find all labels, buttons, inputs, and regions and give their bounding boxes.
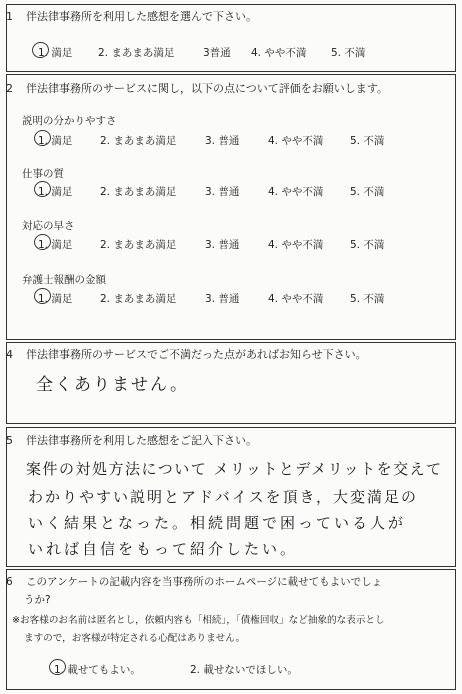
- option-2[interactable]: 2. まあまあ満足: [100, 293, 177, 305]
- question-1-options: [38, 45, 365, 60]
- question-4-handwritten-answer: 全くありません。: [36, 375, 190, 395]
- item-label-clarity: 説明の分かりやすさ: [22, 115, 117, 127]
- option-4[interactable]: 4. やや不満: [268, 293, 324, 305]
- question-5-answer-line-1: 案件の対処方法について メリットとデメリットを交えて: [26, 460, 443, 478]
- question-6-options: [54, 662, 298, 677]
- option-allow[interactable]: 1. 載せてもよい。: [54, 664, 141, 676]
- option-1[interactable]: 1. 満足: [38, 239, 73, 251]
- option-5[interactable]: 5. 不満: [350, 186, 385, 198]
- item-options-speed: [38, 237, 384, 252]
- option-5[interactable]: 5. 不満: [350, 239, 385, 251]
- question-1-text: 伴法律事務所を利用した感想を選んで下さい。: [26, 10, 257, 23]
- item-label-speed: 対応の早さ: [22, 220, 75, 232]
- question-4-heading: 4 伴法律事務所のサービスでご不満だった点があればお知らせ下さい。: [6, 348, 367, 361]
- option-5[interactable]: 5. 不満: [331, 47, 366, 59]
- option-2[interactable]: 2. まあまあ満足: [98, 47, 175, 59]
- option-1[interactable]: 1. 満足: [38, 293, 73, 305]
- option-5[interactable]: 5. 不満: [350, 293, 385, 305]
- question-2-heading: 2 伴法律事務所のサービスに関し，以下の点について評価をお願いします。: [6, 82, 388, 95]
- item-label-fee: 弁護士報酬の金額: [22, 274, 106, 286]
- option-4[interactable]: 4. やや不満: [268, 239, 324, 251]
- option-2[interactable]: 2. まあまあ満足: [100, 239, 177, 251]
- privacy-note-line-2: ますので，お客様が特定される心配はありません。: [24, 633, 246, 644]
- question-6-heading: 6 このアンケートの記載内容を当事務所のホームページに載せてもよいでしょ: [6, 576, 383, 588]
- option-4[interactable]: 4. やや不満: [251, 47, 307, 59]
- option-2[interactable]: 2. まあまあ満足: [100, 135, 177, 147]
- question-5-answer-line-4: いれば自信をもって紹介したい。: [28, 540, 299, 558]
- option-4[interactable]: 4. やや不満: [268, 135, 324, 147]
- item-label-quality: 仕事の質: [22, 168, 64, 180]
- option-1[interactable]: 1. 満足: [38, 186, 73, 198]
- question-2-text: 伴法律事務所のサービスに関し，以下の点について評価をお願いします。: [26, 82, 388, 95]
- question-5-text: 伴法律事務所を利用した感想をご記入下さい。: [26, 434, 257, 447]
- option-2[interactable]: 2. まあまあ満足: [100, 186, 177, 198]
- item-options-quality: [38, 184, 384, 199]
- question-5-answer-line-3: いく結果となった。相続問題で困っている人が: [28, 514, 407, 532]
- question-1-heading: 1 伴法律事務所を利用した感想を選んで下さい。: [6, 10, 257, 23]
- question-6-text-continued: うか?: [24, 594, 51, 606]
- question-5-heading: 5 伴法律事務所を利用した感想をご記入下さい。: [6, 434, 257, 447]
- item-options-fee: [38, 291, 384, 306]
- question-5-answer-line-2: わかりやすい説明とアドバイスを頂き，大変満足の: [28, 488, 418, 506]
- option-3[interactable]: 3. 普通: [205, 186, 240, 198]
- option-4[interactable]: 4. やや不満: [268, 186, 324, 198]
- option-3[interactable]: 3. 普通: [205, 135, 240, 147]
- item-options-clarity: [38, 133, 384, 148]
- option-deny[interactable]: 2. 載せないでほしい。: [190, 664, 298, 676]
- question-6-text: このアンケートの記載内容を当事務所のホームページに載せてもよいでしょ: [26, 576, 383, 588]
- privacy-note-line-1: ※お客様のお名前は匿名とし，依頼内容も「相続」，「債権回収」など抽象的な表示とし: [12, 615, 385, 626]
- option-3[interactable]: 3. 普通: [205, 293, 240, 305]
- option-3[interactable]: 3普通: [203, 47, 231, 59]
- question-4-text: 伴法律事務所のサービスでご不満だった点があればお知らせ下さい。: [26, 348, 367, 361]
- option-3[interactable]: 3. 普通: [205, 239, 240, 251]
- option-5[interactable]: 5. 不満: [350, 135, 385, 147]
- option-1[interactable]: 1. 満足: [38, 135, 73, 147]
- option-1[interactable]: 1. 満足: [38, 47, 73, 59]
